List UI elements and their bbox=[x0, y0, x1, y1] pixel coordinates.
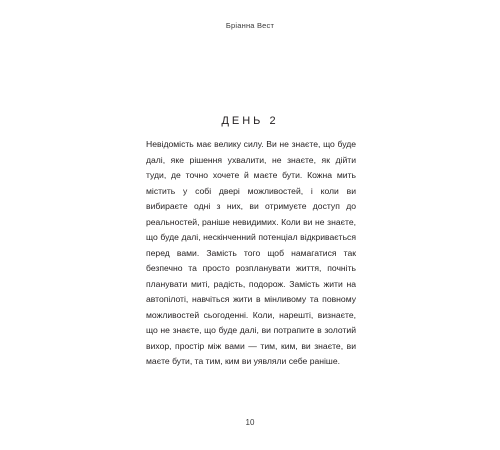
body-paragraph: Невідомість має велику силу. Ви не знаєте, що буде далі, яке рішення ухвалити, не знаєте, як дійти туди, де точно хочете й маєте бути. Кожна мить містить у собі двері можливостей, і коли ви вибираєте одні з них, ви отримуєте доступ до реальностей, раніше невидимих. Коли ви не знаєте, що буде далі, нескінченний потенціал відкривається перед вами. Замість того щоб намагатися так безпечно та просто розпланувати життя, почніть планувати миті, радість, подорож. Замість жити на автопілоті, навчіться жити в мінливому та повному можливостей сьогоденні. Коли, нарешті, визнаєте, що не знаєте, що буде далі, ви потрапите в золотий вихор, простір між вами — тим, ким, ви знаєте, ви маєте бути, та тим, ким ви уявляли себе раніше. bbox=[146, 139, 356, 366]
page-number: 10 bbox=[245, 418, 255, 427]
chapter-title: ДЕНЬ 2 bbox=[221, 115, 279, 127]
running-header: Бріанна Вест bbox=[225, 21, 275, 30]
